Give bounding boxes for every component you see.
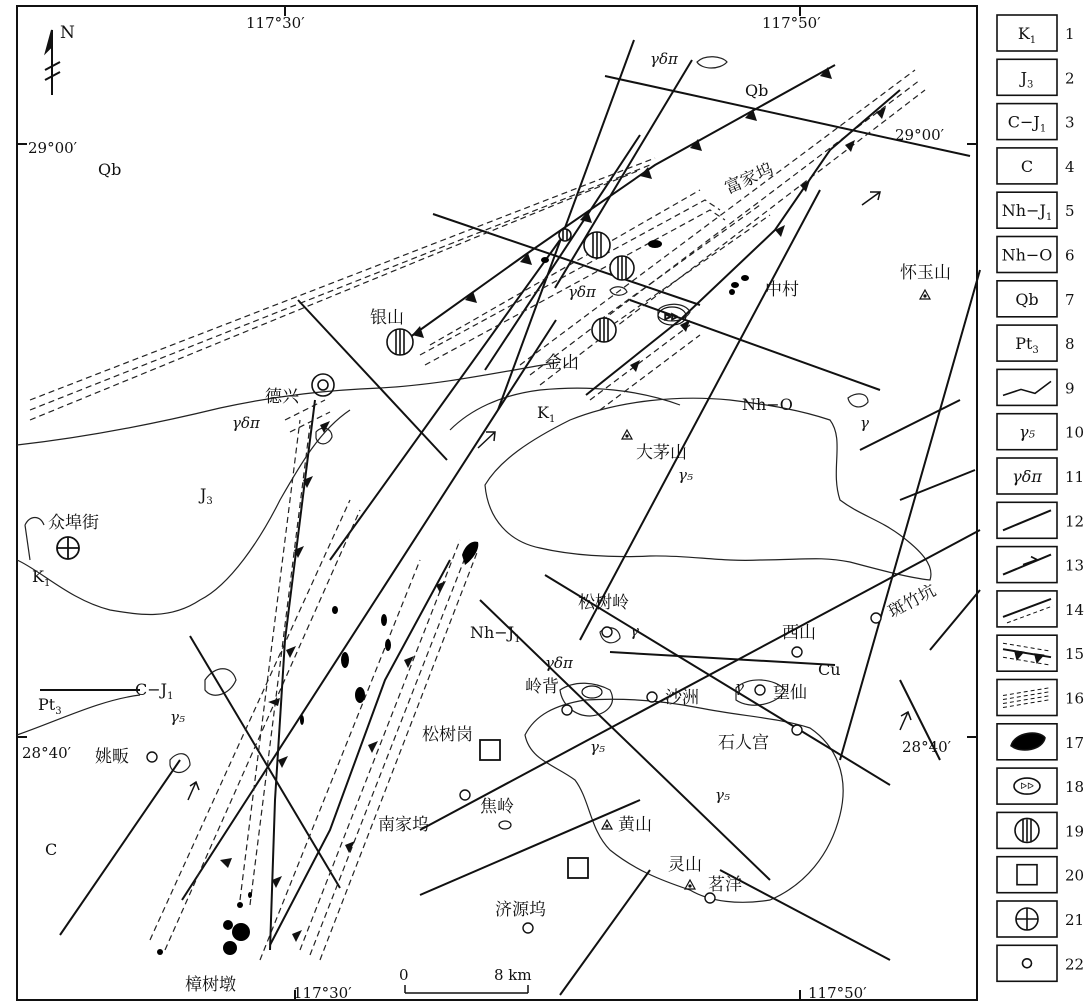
place-zhongcun: 中村 <box>765 280 799 300</box>
legend-label: $J_3$ <box>1020 68 1034 91</box>
copper-deposit-icon <box>559 229 571 241</box>
town-icon <box>460 790 470 800</box>
legend-number: 5 <box>1065 202 1075 221</box>
place-yinshan: 银山 <box>370 308 404 328</box>
legend-number: 2 <box>1065 69 1075 88</box>
unit-qb-west: Qb <box>98 160 122 179</box>
copper-deposit-icon <box>387 329 413 355</box>
legend-number: 10 <box>1065 423 1085 442</box>
legend-label: γδπ <box>1012 467 1042 486</box>
legend-item <box>997 325 1075 361</box>
north-label: N <box>60 23 75 43</box>
legend-item <box>997 414 1084 450</box>
place-shazhou: 沙洲 <box>665 688 699 708</box>
legend-number: 19 <box>1065 822 1085 841</box>
peak-icon <box>920 290 930 299</box>
place-mingyang: 茗洋 <box>708 875 742 895</box>
unit-cu: Cu <box>818 660 841 679</box>
unit-c: C <box>45 840 58 859</box>
town-icon <box>792 647 802 657</box>
legend-label: Nh−O <box>1001 245 1053 265</box>
legend-number: 14 <box>1065 600 1085 619</box>
legend <box>997 15 1084 981</box>
legend-item <box>997 857 1084 893</box>
lat-label-top-left: 29°00′ <box>28 139 78 157</box>
legend-number: 12 <box>1065 512 1085 531</box>
legend-number: 4 <box>1065 157 1075 176</box>
place-jinshan: 金山 <box>545 353 579 373</box>
unit-qb-north: Qb <box>745 81 769 100</box>
unit-j3: $J_3$ <box>200 485 213 507</box>
unit-c-j1: $C-J_1$ <box>135 680 174 702</box>
town-icon <box>647 692 657 702</box>
legend-number: 22 <box>1065 955 1085 974</box>
label-g5-yaofan: γ₅ <box>170 708 185 726</box>
silver-deposit-icon <box>1016 908 1038 930</box>
legend-swatch <box>997 945 1057 981</box>
legend-label: $C-J_1$ <box>1007 112 1047 135</box>
legend-item <box>997 104 1075 140</box>
place-fujiawu: 富家坞 <box>721 159 777 199</box>
legend-item <box>997 59 1075 95</box>
label-g5-south: γ₅ <box>715 786 730 804</box>
legend-item <box>997 369 1075 405</box>
peak-icon <box>622 430 632 439</box>
copper-deposit-icon <box>610 256 634 280</box>
copper-deposit-icon <box>592 318 616 342</box>
place-lingshan: 灵山 <box>668 855 702 875</box>
legend-item <box>997 281 1075 317</box>
map-frame <box>17 6 977 1000</box>
town-icon <box>755 685 765 695</box>
legend-item <box>997 768 1084 804</box>
legend-swatch <box>997 857 1057 893</box>
legend-label: $Nh-J_1$ <box>1001 201 1053 224</box>
place-dexing: 德兴 <box>265 387 299 407</box>
lat-label-top-right: 29°00′ <box>895 126 945 144</box>
legend-number: 15 <box>1065 645 1085 664</box>
legend-number: 9 <box>1065 379 1075 398</box>
place-huaiyushan: 怀玉山 <box>900 263 951 283</box>
unit-nh-o: Nh−O <box>742 395 793 414</box>
north-arrow-icon <box>45 30 60 95</box>
label-g-songshuling: γ <box>630 622 639 640</box>
legend-item <box>997 458 1084 494</box>
gold-deposit-icon <box>568 858 588 878</box>
unit-nh-j1: $Nh-J_1$ <box>470 623 521 645</box>
gold-deposit-icon <box>480 740 500 760</box>
mountain-peaks <box>602 290 930 889</box>
label-g5-lingbei: γ₅ <box>590 738 605 756</box>
legend-label: $Pt_3$ <box>1015 334 1039 357</box>
label-g-east: γ <box>860 414 869 432</box>
place-wangxian: 望仙 <box>773 683 807 703</box>
lon-label-bottom-right: 117°50′ <box>808 984 867 1002</box>
place-jiyuanwu: 济源坞 <box>495 900 546 920</box>
legend-item <box>997 547 1084 583</box>
legend-swatch <box>997 369 1057 405</box>
place-zhangshudun: 樟树墩 <box>185 975 236 995</box>
gold-orebodies <box>157 240 749 955</box>
copper-deposit-icon <box>584 232 610 258</box>
place-huangshan: 黄山 <box>618 815 652 835</box>
peak-icon <box>602 820 612 829</box>
legend-item <box>997 635 1084 671</box>
lon-label-bottom-left: 117°30′ <box>293 984 352 1002</box>
legend-item <box>997 502 1084 538</box>
place-xishan: 西山 <box>782 623 816 643</box>
unit-pt3: $Pt_3$ <box>38 695 62 717</box>
lat-label-bottom-left: 28°40′ <box>22 744 72 762</box>
scale-zero: 0 <box>399 966 409 984</box>
legend-label: $K_1$ <box>1017 24 1037 46</box>
place-damaoshan: 大茅山 <box>636 443 687 463</box>
label-gdp-dexing: γδπ <box>232 414 260 432</box>
unit-k1-west: $K_1$ <box>32 567 51 589</box>
legend-number: 13 <box>1065 556 1085 575</box>
town-icon <box>871 613 881 623</box>
place-labels <box>48 159 951 995</box>
legend-item <box>997 237 1075 273</box>
coordinate-ticks <box>17 6 977 1000</box>
town-icon <box>523 923 533 933</box>
place-songshugang: 松树岗 <box>422 725 473 745</box>
label-gdp-top: γδπ <box>650 50 678 68</box>
legend-number: 17 <box>1065 733 1085 752</box>
lat-label-bottom-right: 28°40′ <box>902 738 952 756</box>
faults <box>40 40 980 995</box>
place-songshuling: 松树岭 <box>578 593 629 613</box>
unit-k1-center: $K_1$ <box>537 403 556 425</box>
legend-number: 8 <box>1065 335 1075 354</box>
silver-deposit-icon <box>57 537 79 559</box>
legend-number: 11 <box>1065 468 1085 486</box>
geologic-boundaries <box>17 57 931 903</box>
place-nanjiawu: 南家坞 <box>378 815 429 835</box>
legend-item <box>997 945 1084 981</box>
legend-label: C <box>1020 156 1034 176</box>
lon-label-top-left: 117°30′ <box>246 14 305 32</box>
place-zhongbujie: 众埠街 <box>48 513 99 533</box>
town-icon <box>562 705 572 715</box>
place-banzhukeng: 斑竹坑 <box>884 580 940 623</box>
place-shirengong: 石人宫 <box>718 733 769 753</box>
place-lingbei: 岭背 <box>525 677 559 697</box>
legend-number: 3 <box>1065 113 1075 132</box>
legend-item <box>997 15 1075 51</box>
legend-number: 20 <box>1065 866 1085 885</box>
legend-number: 7 <box>1065 290 1075 309</box>
svg-text:ᐅᐅ: ᐅᐅ <box>664 313 678 323</box>
legend-item <box>997 724 1084 760</box>
legend-number: 21 <box>1065 911 1085 929</box>
legend-label: Qb <box>1015 289 1039 309</box>
legend-swatch <box>997 680 1057 716</box>
peak-icon <box>685 880 695 889</box>
legend-item <box>997 591 1084 627</box>
lon-label-top-right: 117°50′ <box>762 14 821 32</box>
dexing-deposit-icon <box>312 374 334 396</box>
legend-number: 1 <box>1065 25 1075 43</box>
label-g5-damaoshan: γ₅ <box>678 466 693 484</box>
thrust-faults <box>270 65 900 950</box>
place-jiaoling: 焦岭 <box>480 797 514 817</box>
label-gdp-mid: γδπ <box>568 283 596 301</box>
legend-item <box>997 812 1084 848</box>
town-icon <box>147 752 157 762</box>
legend-item <box>997 148 1075 184</box>
legend-item <box>997 901 1084 937</box>
strike-slip-arrows <box>188 192 911 800</box>
legend-label: γ₅ <box>1019 422 1035 442</box>
place-yaofan: 姚畈 <box>95 747 129 767</box>
label-gdp-lingbei: γδπ <box>545 654 573 672</box>
scale-bar <box>405 985 528 993</box>
legend-number: 18 <box>1065 778 1085 797</box>
legend-item <box>997 680 1084 716</box>
legend-number: 6 <box>1065 246 1075 265</box>
svg-text:ᐅᐅ: ᐅᐅ <box>1020 782 1034 793</box>
town-icon <box>602 627 612 637</box>
town-icon <box>792 725 802 735</box>
legend-number: 16 <box>1065 689 1085 708</box>
label-g-wangxian: γ <box>735 678 744 696</box>
mylonite-zones <box>30 70 925 960</box>
legend-item <box>997 192 1075 228</box>
scale-length: 8 km <box>494 966 532 984</box>
